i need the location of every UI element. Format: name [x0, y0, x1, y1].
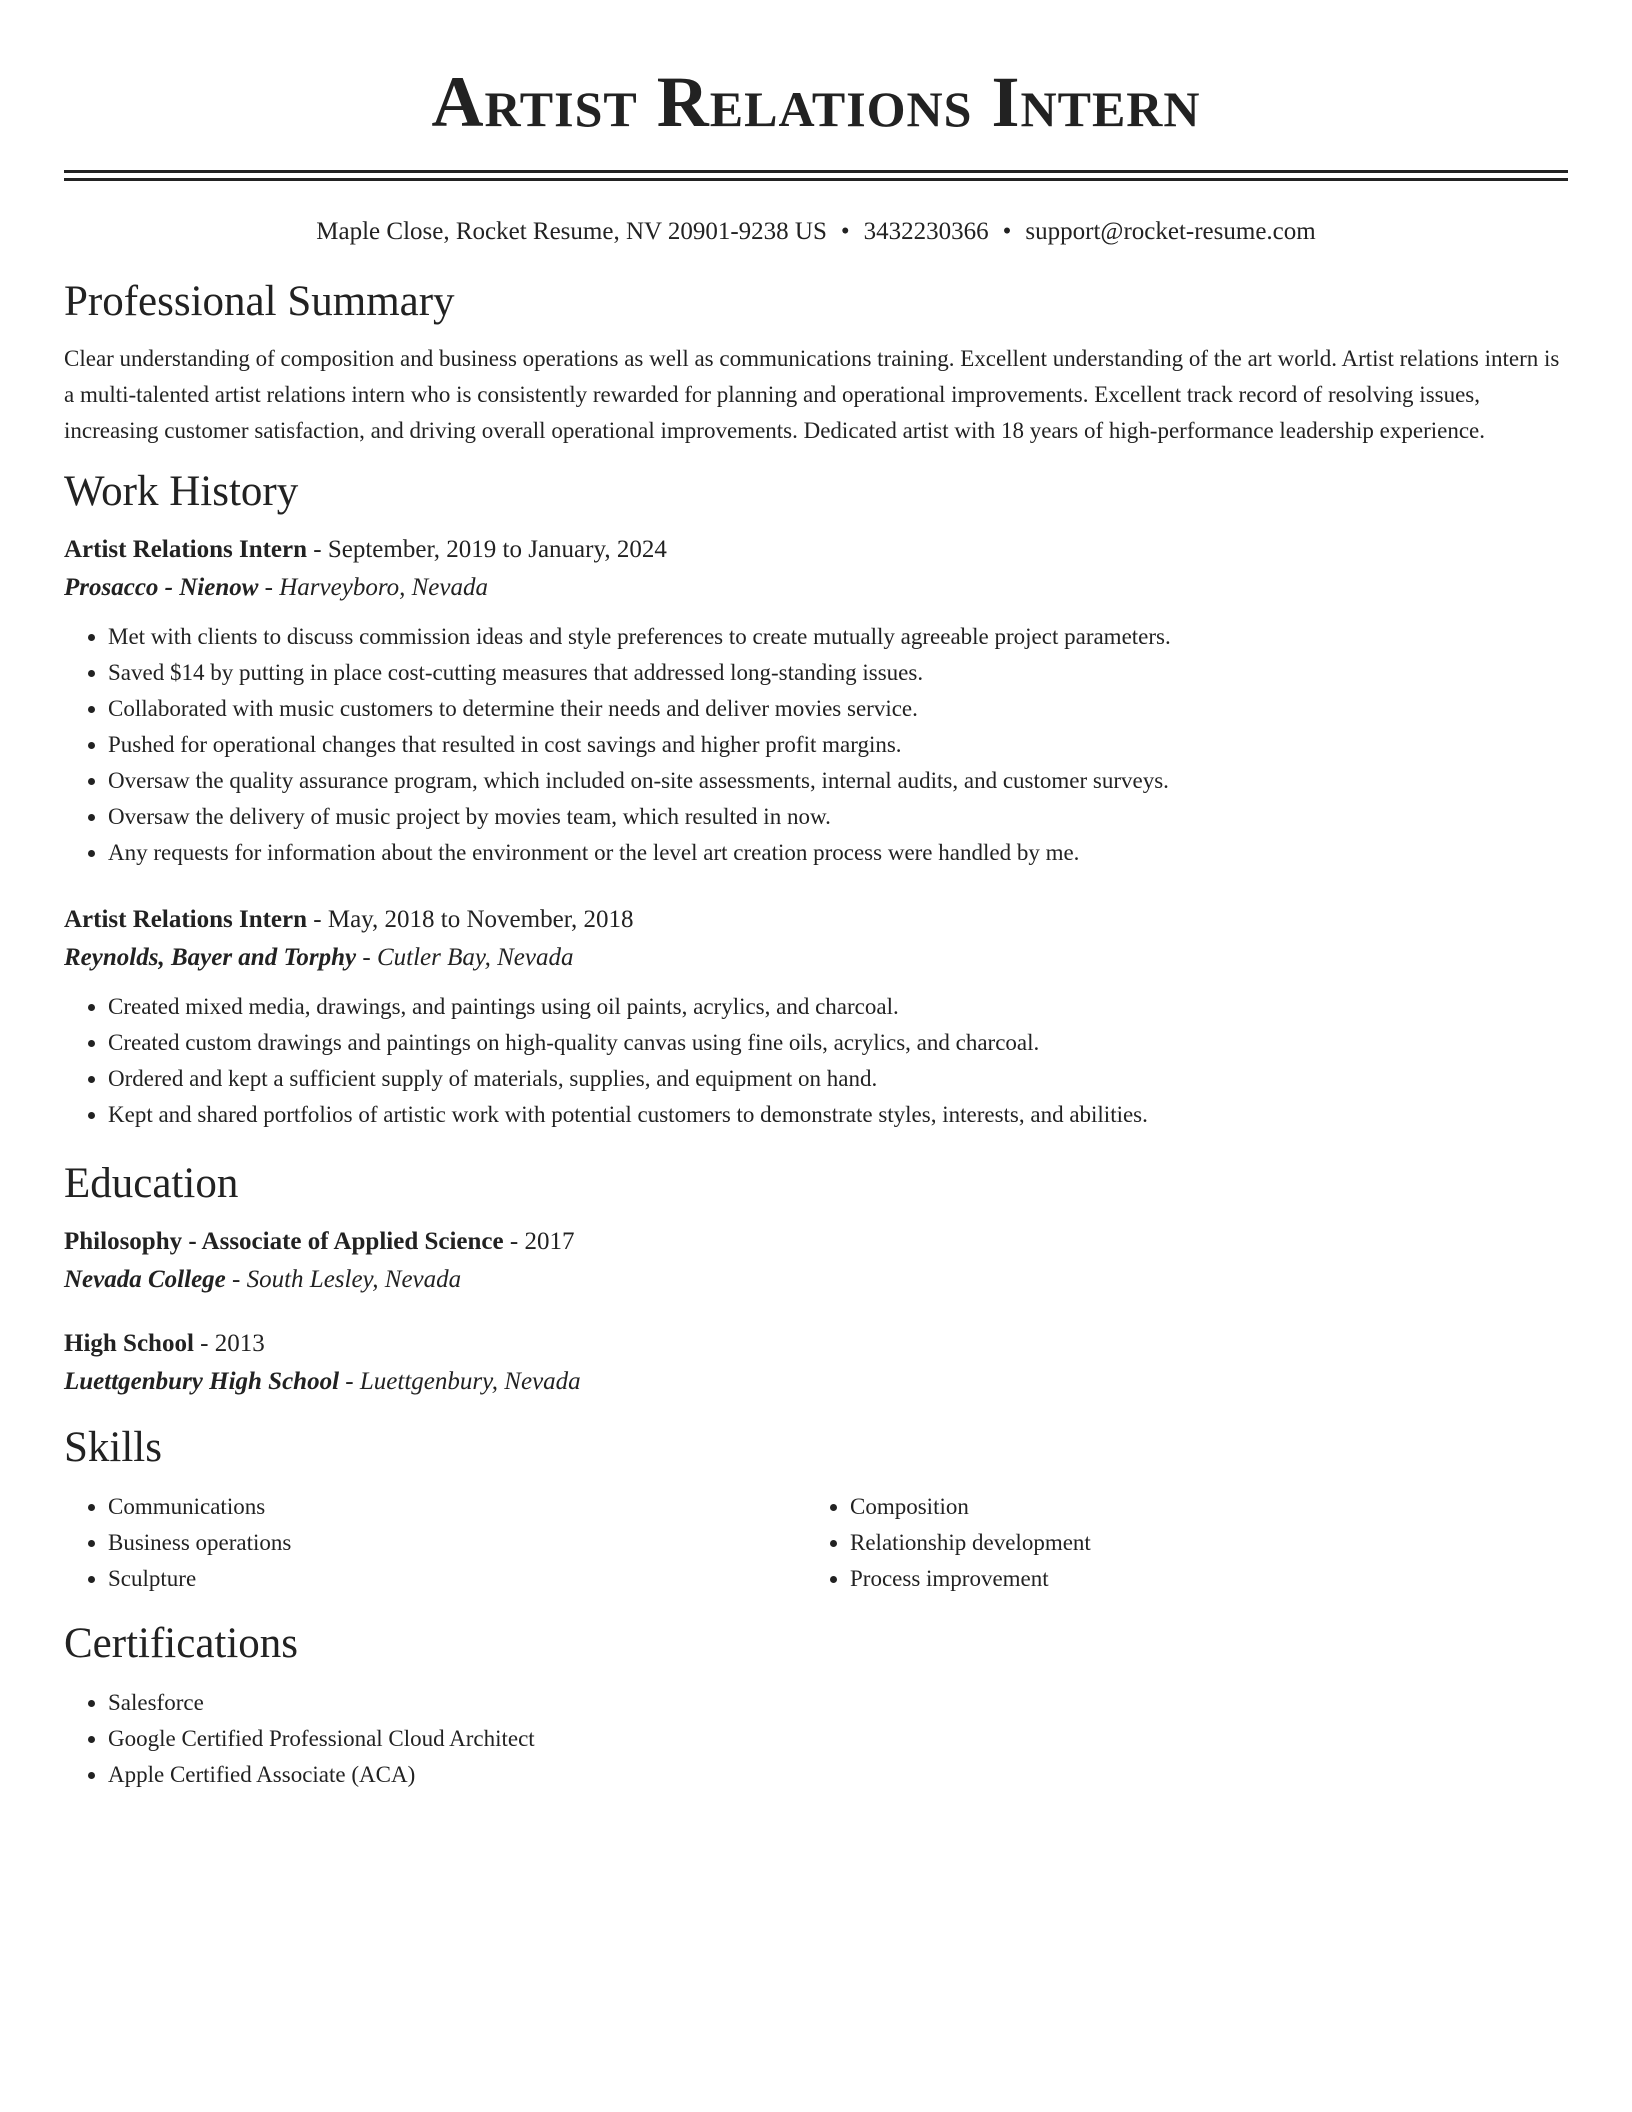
section-heading-summary: Professional Summary — [64, 278, 455, 325]
list-item: • Kept and shared portfolios of artistic work with potential customers to demonstrate styles, interests, and abilities. — [108, 1097, 1568, 1133]
list-item: • Salesforce — [108, 1685, 1568, 1721]
list-item: • Saved $14 by putting in place cost-cutting measures that addressed long-standing issues. — [108, 655, 1568, 691]
contact-phone: 3432230366 — [863, 218, 989, 245]
section-heading-certifications: Certifications — [64, 1620, 299, 1667]
education-degree: High School — [64, 1330, 194, 1357]
education-location: - South Lesley, Nevada — [225, 1266, 462, 1293]
list-item: • Any requests for information about the environment or the level art creation process were handled by me. — [108, 835, 1568, 871]
education-year: - 2017 — [503, 1228, 575, 1255]
job-company: Prosacco - Nienow — [64, 574, 259, 601]
job-company-line — [64, 573, 1568, 603]
section-heading-skills: Skills — [64, 1424, 162, 1471]
job-dates: - May, 2018 to November, 2018 — [307, 906, 634, 933]
job-title-line — [64, 535, 1568, 565]
job-title-line — [64, 905, 1568, 935]
job-location: - Cutler Bay, Nevada — [356, 944, 574, 971]
contact-email: support@rocket-resume.com — [1025, 218, 1316, 245]
contact-address: Maple Close, Rocket Resume, NV 20901-9238 US — [316, 218, 827, 245]
list-item: • Communications — [108, 1489, 806, 1525]
list-item: • Created mixed media, drawings, and paintings using oil paints, acrylics, and charcoal. — [108, 989, 1568, 1025]
job-company: Reynolds, Bayer and Torphy — [64, 944, 357, 971]
education-school-line — [64, 1367, 1568, 1397]
job-entry — [64, 905, 1568, 1133]
resume-title: Artist Relations Intern — [431, 62, 1201, 142]
list-item: • Oversaw the quality assurance program, which included on-site assessments, internal audits, and customer surveys. — [108, 763, 1568, 799]
contact-line — [64, 217, 1568, 247]
job-dates: - September, 2019 to January, 2024 — [307, 536, 667, 563]
list-item: • Created custom drawings and paintings on high-quality canvas using fine oils, acrylics, and charcoal. — [108, 1025, 1568, 1061]
list-item: • Ordered and kept a sufficient supply of materials, supplies, and equipment on hand. — [108, 1061, 1568, 1097]
list-item: • Collaborated with music customers to determine their needs and deliver movies service. — [108, 691, 1568, 727]
summary-text: Clear understanding of composition and business operations as well as communications training. Excellent understanding of the art world. Artist relations intern is a multi-talented artist relations intern who is consistently rewarded for planning and operational improvements. Excellent track record of resolving issues, increasing customer satisfaction, and driving overall operational improvements. Dedicated artist with 18 years of high-performance leadership experience. — [64, 346, 1560, 443]
job-title: Artist Relations Intern — [64, 536, 308, 563]
skills-list — [64, 1489, 1568, 1597]
list-item: • Oversaw the delivery of music project by movies team, which resulted in now. — [108, 799, 1568, 835]
section-heading-education: Education — [64, 1160, 239, 1207]
skills-column-right — [806, 1489, 1568, 1597]
job-company-line — [64, 943, 1568, 973]
education-degree: Philosophy - Associate of Applied Science — [64, 1228, 504, 1255]
education-entry — [64, 1227, 1568, 1295]
job-location: - Harveyboro, Nevada — [258, 574, 488, 601]
education-location: - Luettgenbury, Nevada — [339, 1368, 581, 1395]
education-degree-line — [64, 1329, 1568, 1359]
list-item: • Process improvement — [850, 1561, 1568, 1597]
contact-separator: • — [840, 218, 850, 245]
education-year: - 2013 — [193, 1330, 265, 1357]
list-item: • Pushed for operational changes that resulted in cost savings and higher profit margins. — [108, 727, 1568, 763]
job-bullets — [64, 619, 1568, 871]
list-item: • Composition — [850, 1489, 1568, 1525]
education-school-line — [64, 1265, 1568, 1295]
skills-column-left — [64, 1489, 806, 1597]
job-title: Artist Relations Intern — [64, 906, 308, 933]
education-school: Luettgenbury High School — [64, 1368, 340, 1395]
list-item: • Business operations — [108, 1525, 806, 1561]
contact-separator: • — [1002, 218, 1012, 245]
education-entry — [64, 1329, 1568, 1397]
job-entry — [64, 535, 1568, 871]
list-item: • Met with clients to discuss commission ideas and style preferences to create mutually agreeable project parameters. — [108, 619, 1568, 655]
title-divider-bottom — [64, 178, 1568, 181]
job-bullets — [64, 989, 1568, 1133]
education-degree-line — [64, 1227, 1568, 1257]
list-item: • Relationship development — [850, 1525, 1568, 1561]
list-item: • Apple Certified Associate (ACA) — [108, 1757, 1568, 1793]
section-heading-work-history: Work History — [64, 468, 299, 515]
title-divider-top — [64, 170, 1568, 173]
list-item: • Google Certified Professional Cloud Architect — [108, 1721, 1568, 1757]
list-item: • Sculpture — [108, 1561, 806, 1597]
certifications-list — [64, 1685, 1568, 1793]
education-school: Nevada College — [64, 1266, 226, 1293]
